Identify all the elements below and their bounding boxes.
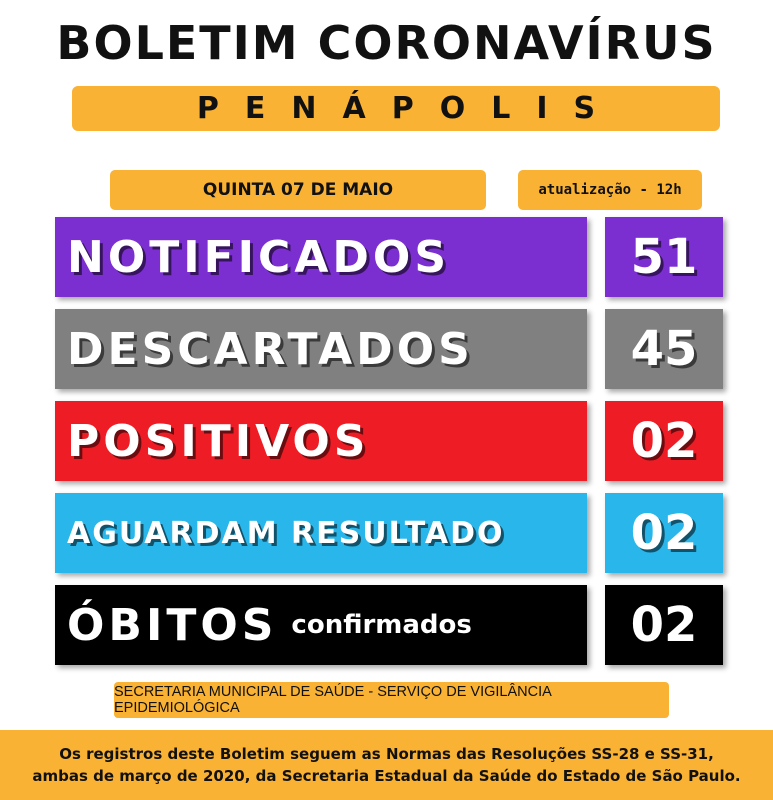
stat-row-positivos [0, 401, 773, 481]
source-banner: SECRETARIA MUNICIPAL DE SAÚDE - SERVIÇO DE VIGILÂNCIA EPIDEMIOLÓGICA [114, 682, 669, 718]
bulletin-title: BOLETIM CORONAVÍRUS [56, 16, 717, 70]
stat-value: 45 [630, 321, 698, 377]
stat-value-box [605, 217, 723, 297]
stat-row-descartados [0, 309, 773, 389]
stat-value: 02 [630, 505, 698, 561]
footer-note [0, 730, 773, 800]
stat-sublabel: confirmados [291, 610, 472, 640]
stat-label: NOTIFICADOS [67, 231, 451, 283]
stat-value: 51 [630, 229, 698, 285]
date-label: QUINTA 07 DE MAIO [110, 170, 486, 210]
stat-label: POSITIVOS [67, 415, 370, 467]
stat-value: 02 [630, 597, 698, 653]
stat-label-box [55, 309, 587, 389]
stat-value-box [605, 401, 723, 481]
footer-line: ambas de março de 2020, da Secretaria Estadual da Saúde do Estado de São Paulo. [32, 767, 741, 785]
stat-value-box [605, 585, 723, 665]
stat-label: AGUARDAM RESULTADO [67, 515, 505, 551]
city-banner [72, 86, 720, 131]
stat-row-notificados [0, 217, 773, 297]
footer-line: Os registros deste Boletim seguem as Normas das Resoluções SS-28 e SS-31, [59, 745, 714, 763]
stat-value-box [605, 309, 723, 389]
city-name: PENÁPOLIS [196, 91, 622, 126]
stat-label-box [55, 493, 587, 573]
stat-value: 02 [630, 413, 698, 469]
stat-label-box [55, 217, 587, 297]
stat-label: ÓBITOS [67, 599, 278, 651]
update-time-label: atualização - 12h [518, 170, 702, 210]
stat-row-aguardam [0, 493, 773, 573]
stat-label-box [55, 401, 587, 481]
stat-row-obitos [0, 585, 773, 665]
stat-label: DESCARTADOS [67, 323, 474, 375]
stat-value-box [605, 493, 723, 573]
stat-label-box [55, 585, 587, 665]
